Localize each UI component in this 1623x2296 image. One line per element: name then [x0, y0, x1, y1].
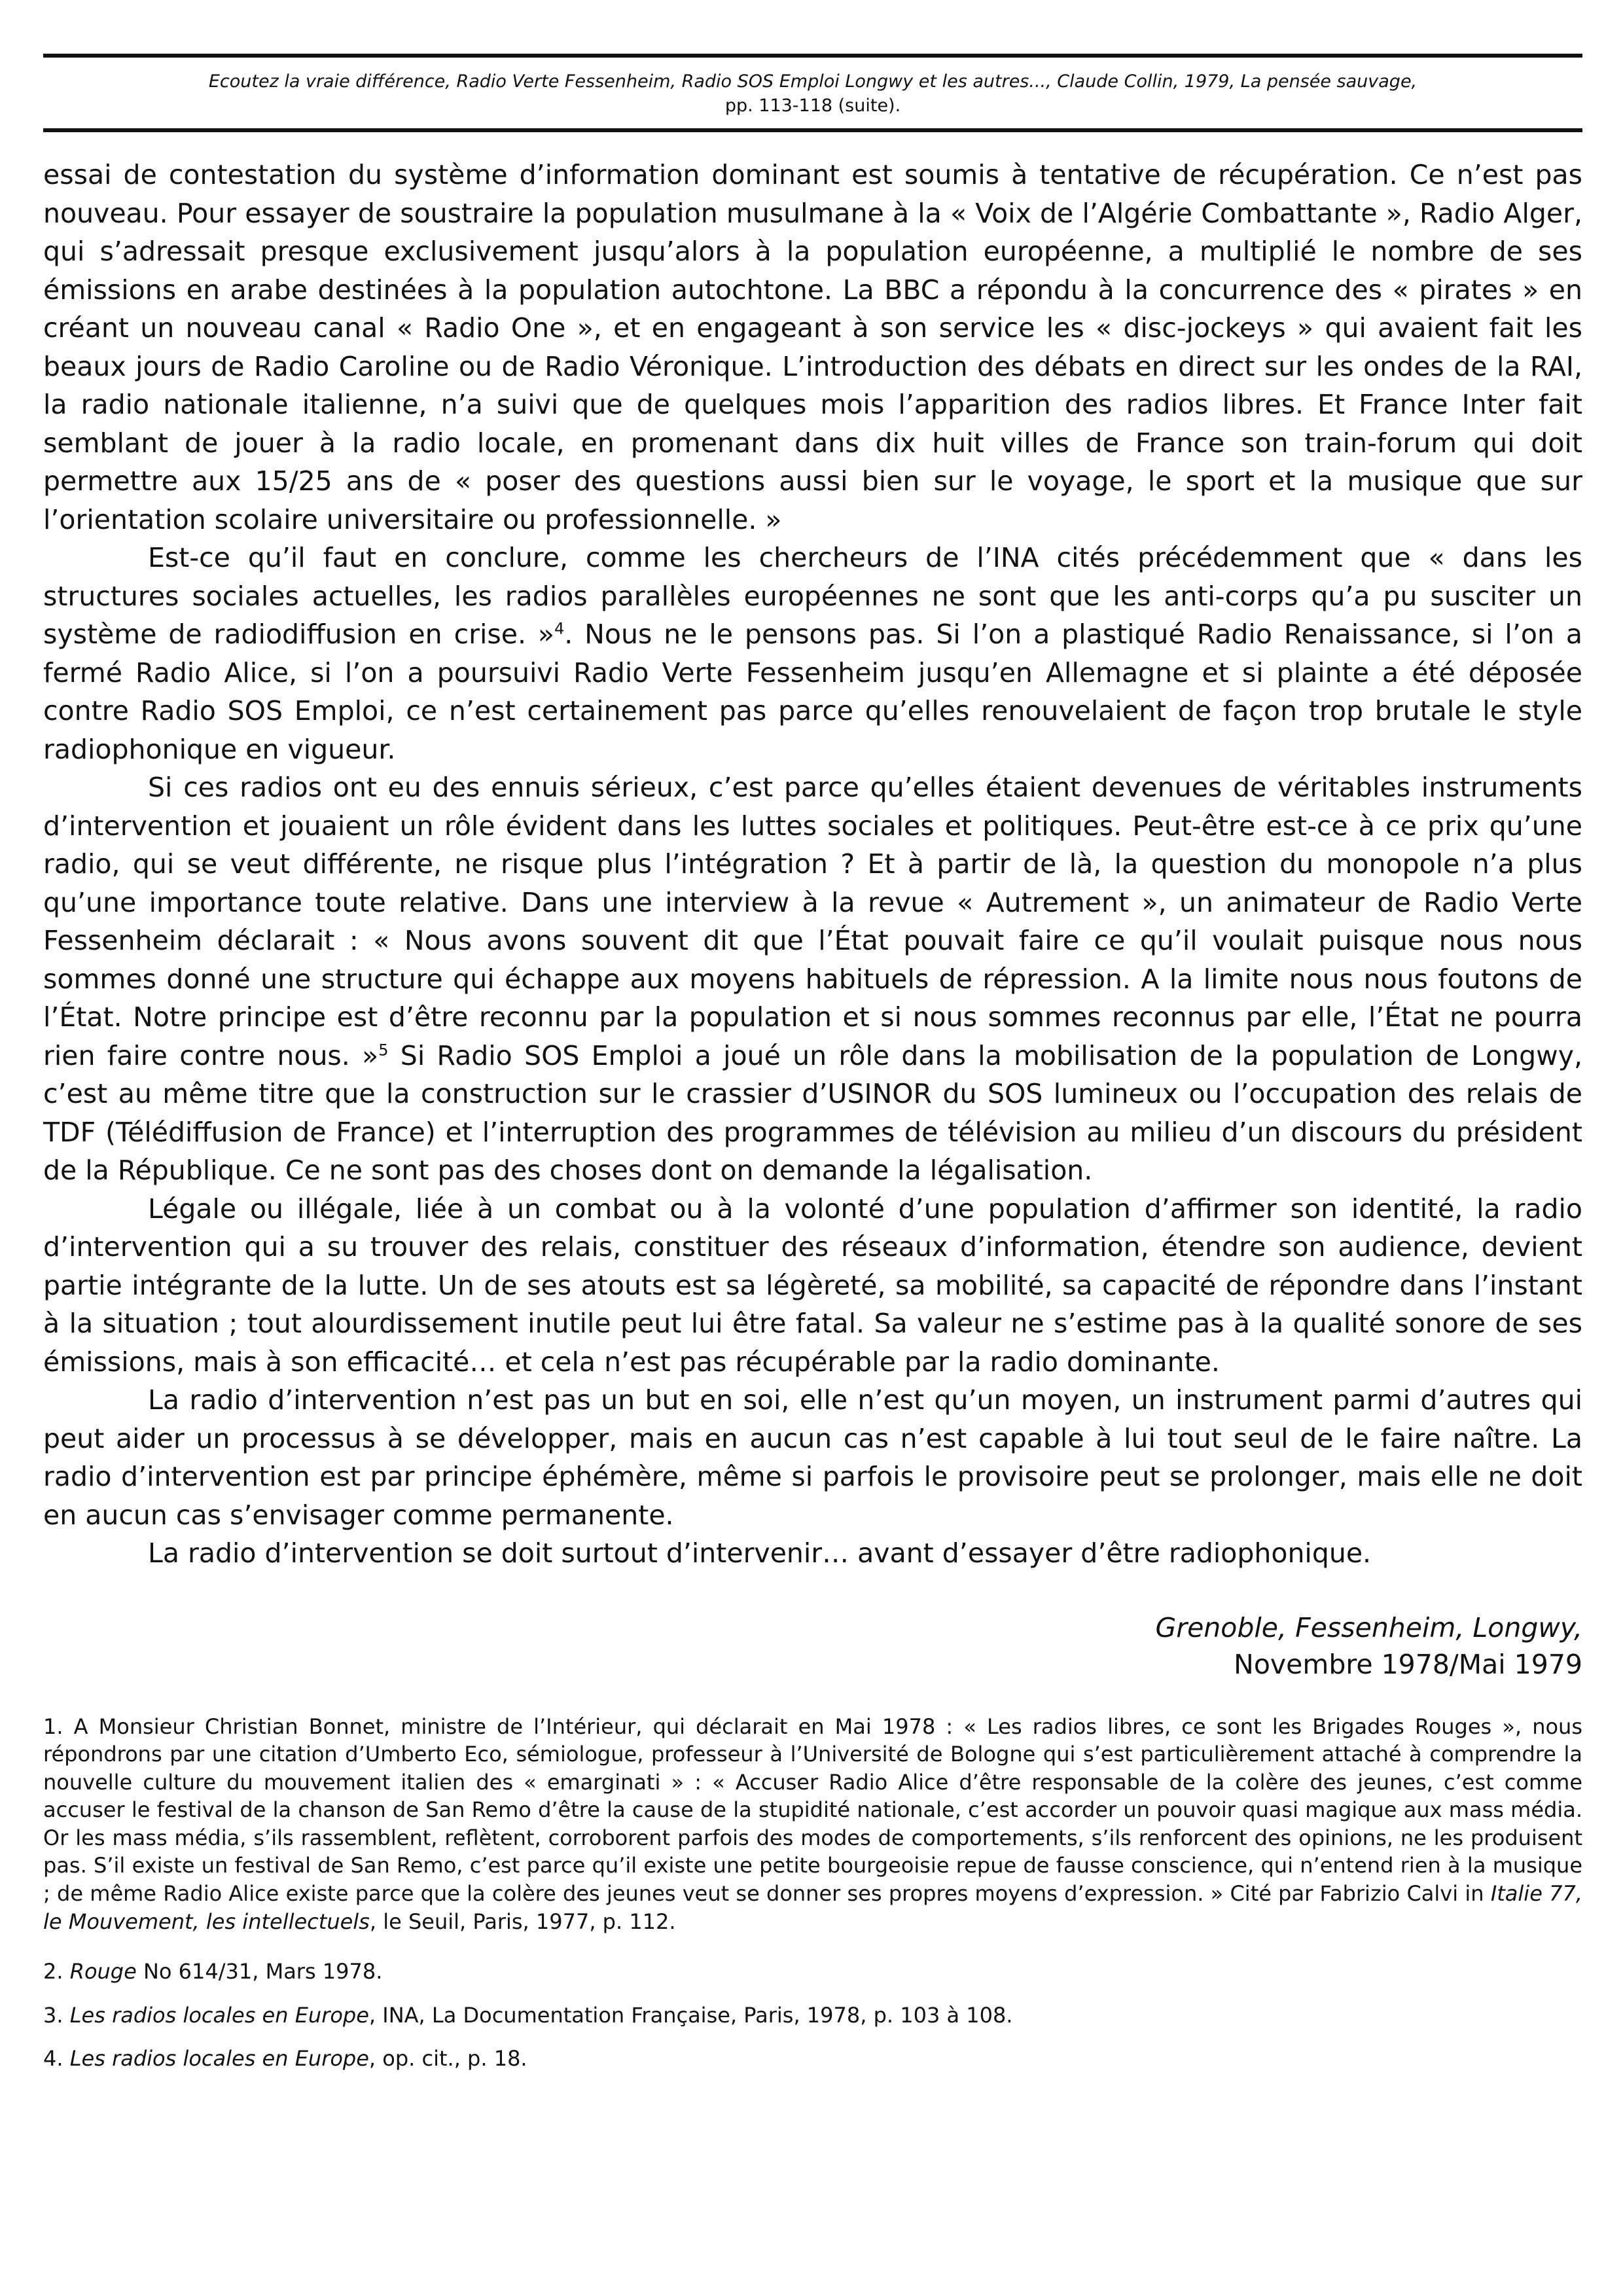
footnote-3	[43, 2001, 1582, 2030]
footnote-1-text: 1. A Monsieur Christian Bonnet, ministre de l’Intérieur, qui déclarait en Mai 1978 : « Les radios libres, ce sont les Brigades Rouges », nous répondrons par une citation d’Umberto Eco, sémiologue, professeur à l’Université de Bologne qui s’est particulièrement attaché à comprendre la nouvelle culture du mouvement italien des « emarginati » : « Accuser Radio Alice d’être responsable de la colère des jeunes, c’est comme accuser le festival de la chanson de San Remo d’être la cause de la stupidité nationale, c’est accorder un pouvoir quasi magique aux mass média. Or les mass média, s’ils rassemblent, reflètent, corroborent parfois des modes de comportements, s’ils renforcent des opinions, ne les produisent pas. S’il existe un festival de San Remo, c’est parce qu’il existe une petite bourgeoisie repue de fausse conscience, qui n’entend rien à la musique ; de même Radio Alice existe parce que la colère des jeunes veut se donner ses propres moyens d’expression. » Cité par Fabrizio Calvi in	[43, 1713, 1582, 1907]
paragraph-2	[43, 539, 1582, 768]
footnote-1	[43, 1713, 1582, 1936]
signature-place: Grenoble, Fessenheim, Longwy,	[1155, 1611, 1582, 1643]
footnote-ref-5: 5	[378, 1040, 389, 1059]
paragraph-3-text: Si ces radios ont eu des ennuis sérieux, c’est parce qu’elles étaient devenues de véritables instruments d’intervention et jouaient un rôle évident dans les luttes sociales et politiques. Peut-être est-ce à ce prix qu’une radio, qui se veut différente, ne risque plus l’intégration ? Et à partir de là, la question du monopole n’a plus qu’une importance toute relative. Dans une interview à la revue « Autrement », un animateur de Radio Verte Fessenheim déclarait : « Nous avons souvent dit que l’État pouvait faire ce qu’il voulait puisque nous nous sommes donné une structure qui échappe aux moyens habituels de répression. A la limite nous nous foutons de l’État. Notre principe est d’être reconnu par la population et si nous sommes reconnus par elle, l’État ne pourra rien faire contre nous. »	[43, 772, 1582, 1071]
paragraph-3	[43, 768, 1582, 1190]
footnote-2-end: No 614/31, Mars 1978.	[136, 1959, 383, 1984]
source-citation	[43, 58, 1582, 128]
document-page	[43, 54, 1582, 2089]
paragraph-6: La radio d’intervention se doit surtout d’intervenir… avant d’essayer d’être radiophonique.	[148, 1537, 1372, 1569]
main-text	[43, 156, 1582, 1573]
footnote-3-end: , INA, La Documentation Française, Paris, 1978, p. 103 à 108.	[368, 2002, 1013, 2028]
footnote-3-title: Les radios locales en Europe	[69, 2002, 369, 2028]
footnote-3-num: 3.	[43, 2002, 70, 2028]
paragraph-2-text: Est-ce qu’il faut en conclure, comme les chercheurs de l’INA cités précédemment que « dans les structures sociales actuelles, les radios parallèles européennes ne sont que les anti-corps qu’a pu susciter un système de radiodiffusion en crise. »	[43, 542, 1582, 650]
paragraph-2-text-cont: . Nous ne le pensons pas. Si l’on a plastiqué Radio Renaissance, si l’on a fermé Radio Alice, si l’on a poursuivi Radio Verte Fessenheim jusqu’en Allemagne et si plainte a été déposée contre Radio SOS Emploi, ce n’est certainement pas parce qu’elles renouvelaient de façon trop brutale le style radiophonique en vigueur.	[43, 619, 1582, 765]
header-bottom-rule	[43, 128, 1582, 132]
footnote-1-end: , le Seuil, Paris, 1977, p. 112.	[369, 1909, 676, 1934]
footnote-2-num: 2.	[43, 1959, 70, 1984]
footnote-4-num: 4.	[43, 2046, 70, 2072]
footnote-2	[43, 1958, 1582, 1986]
footnote-2-title: Rouge	[69, 1959, 137, 1984]
footnotes	[43, 1713, 1582, 2073]
footnote-4-title: Les radios locales en Europe	[69, 2046, 369, 2072]
paragraph-4: Légale ou illégale, liée à un combat ou à la volonté d’une population d’affirmer son identité, la radio d’intervention qui a su trouver des relais, constituer des réseaux d’information, étendre son audience, devient partie intégrante de la lutte. Un de ses atouts est sa légèreté, sa mobilité, sa capacité de répondre dans l’instant à la situation ; tout alourdissement inutile peut lui être fatal. Sa valeur ne s’estime pas à la qualité sonore de ses émissions, mais à son efficacité… et cela n’est pas récupérable par la radio dominante.	[43, 1193, 1582, 1378]
footnote-1-title: Italie 77, le Mouvement, les intellectuels	[43, 1881, 1583, 1934]
paragraph-3-text-cont: Si Radio SOS Emploi a joué un rôle dans la mobilisation de la population de Longwy, c’est au même titre que la construction sur le crassier d’USINOR du SOS lumineux ou l’occupation des relais de TDF (Télédiffusion de France) et l’interruption des programmes de télévision au milieu d’un discours du président de la République. Ce ne sont pas des choses dont on demande la légalisation.	[43, 1039, 1583, 1186]
signature-block	[43, 1609, 1582, 1683]
paragraph-1: essai de contestation du système d’information dominant est soumis à tentative de récupération. Ce n’est pas nouveau. Pour essayer de soustraire la population musulmane à la « Voix de l’Algérie Combattante », Radio Alger, qui s’adressait presque exclusivement jusqu’alors à la population européenne, a multiplié le nombre de ses émissions en arabe destinées à la population autochtone. La BBC a répondu à la concurrence des « pirates » en créant un nouveau canal « Radio One », et en engageant à son service les « disc-jockeys » qui avaient fait les beaux jours de Radio Caroline ou de Radio Véronique. L’introduction des débats en direct sur les ondes de la RAI, la radio nationale italienne, n’a suivi que de quelques mois l’apparition des radios libres. Et France Inter fait semblant de jouer à la radio locale, en promenant dans dix huit villes de France son train-forum qui doit permettre aux 15/25 ans de « poser des questions aussi bien sur le voyage, le sport et la musique que sur l’orientation scolaire universitaire ou professionnelle. »	[43, 159, 1582, 535]
signature-date: Novembre 1978/Mai 1979	[1234, 1648, 1582, 1680]
citation-pages: pp. 113-118 (suite).	[724, 96, 901, 116]
footnote-ref-4: 4	[554, 619, 565, 638]
citation-text: Ecoutez la vraie différence, Radio Verte Fessenheim, Radio SOS Emploi Longwy et les autres..., Claude Collin, 1979, La pensée sauvage,	[208, 71, 1418, 92]
paragraph-5: La radio d’intervention n’est pas un but en soi, elle n’est qu’un moyen, un instrument parmi d’autres qui peut aider un processus à se développer, mais en aucun cas n’est capable à lui tout seul de le faire naître. La radio d’intervention est par principe éphémère, même si parfois le provisoire peut se prolonger, mais elle ne doit en aucun cas s’envisager comme permanente.	[43, 1384, 1582, 1531]
footnote-4	[43, 2045, 1582, 2073]
footnote-4-end: , op. cit., p. 18.	[368, 2046, 527, 2072]
